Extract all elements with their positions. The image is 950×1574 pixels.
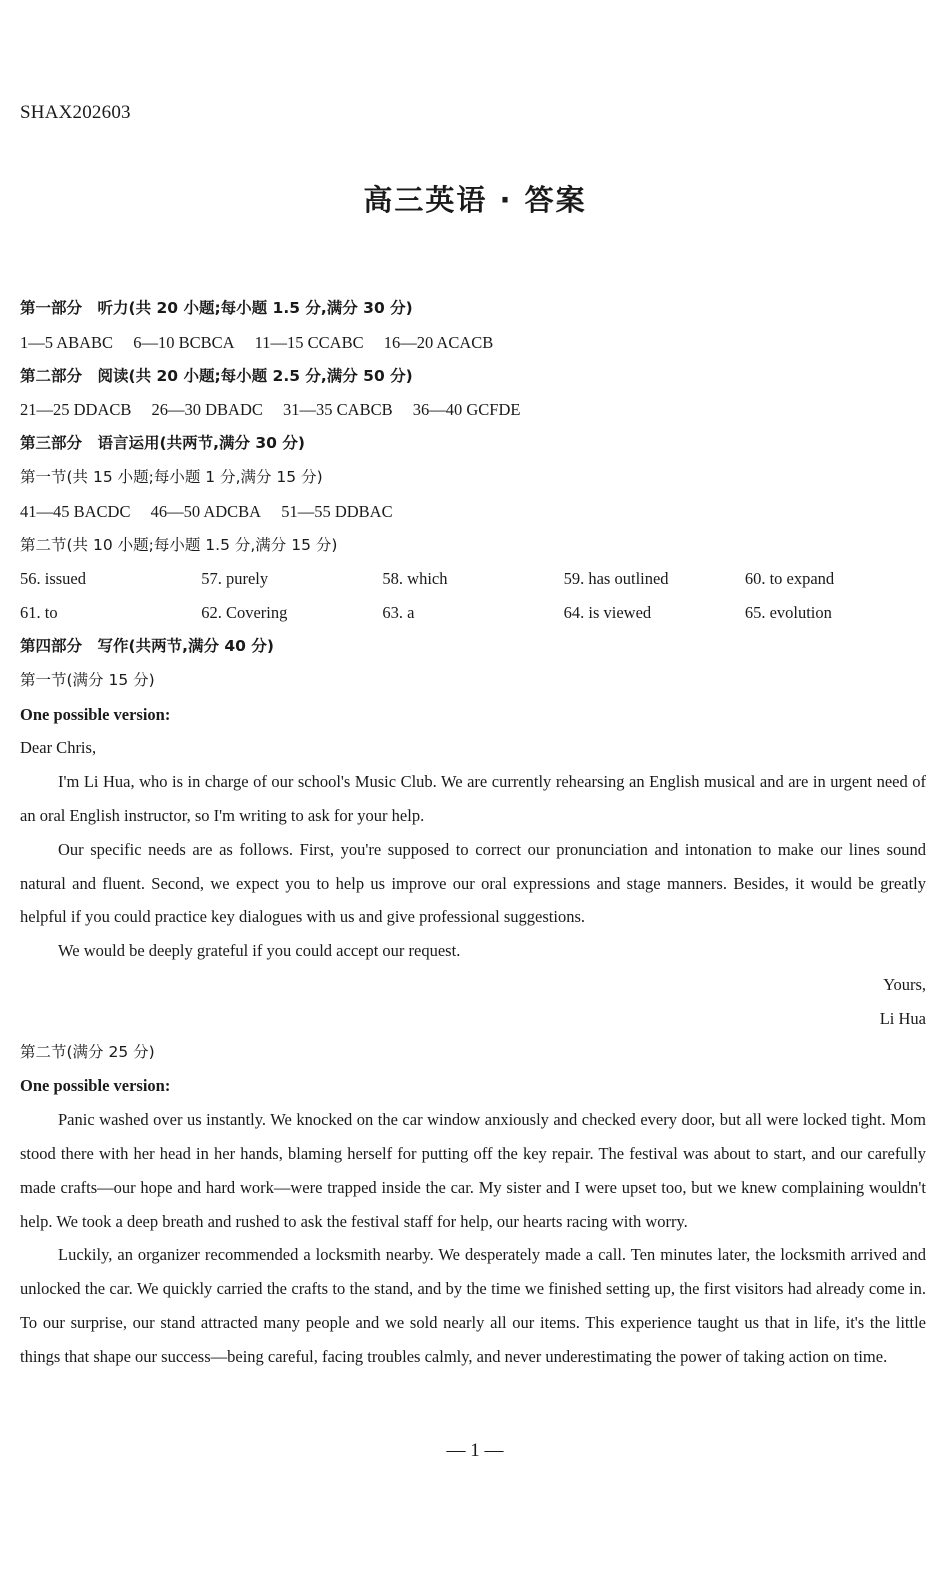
fill-answer: 60. to expand — [744, 569, 835, 589]
part2-heading: 第二部分 阅读(共 20 小题;每小题 2.5 分,满分 50 分) — [20, 366, 413, 385]
story-paragraph-1: Panic washed over us instantly. We knocked on the car window anxiously and checked every door, but all were locked tight. Mom stood there with her head in her hands, blaming herself for putting off the key repair. The festival was about to start, and our carefully made crafts—our hope and hard work—were trapped inside the car. My sister and I were upset too, but we knew complaining wouldn't help. We took a deep breath and rushed to ask the festival staff for help, our hearts racing with worry. — [20, 1110, 926, 1231]
part1-heading: 第一部分 听力(共 20 小题;每小题 1.5 分,满分 30 分) — [20, 299, 413, 317]
document-code: SHAX202603 — [20, 102, 131, 123]
letter-greeting: Dear Chris, — [20, 738, 97, 758]
fill-answer: 56. issued — [20, 569, 86, 589]
fill-answer: 58. which — [382, 569, 448, 589]
fill-answer: 65. evolution — [744, 603, 832, 623]
part1-answers — [20, 326, 926, 360]
fill-answer: 57. purely — [201, 569, 269, 589]
fill-answer: 64. is viewed — [563, 603, 652, 623]
answer-group: 46—50 ADCBA — [150, 501, 262, 521]
letter-paragraph-3: We would be deeply grateful if you could accept our request. — [58, 941, 461, 961]
part3-section2-heading: 第二节(共 10 小题;每小题 1.5 分,满分 15 分) — [20, 535, 338, 554]
letter-closing: Yours, — [883, 974, 926, 994]
answer-group: 31—35 CABCB — [283, 400, 393, 420]
fill-answer: 63. a — [382, 603, 415, 623]
part3-section1-answers — [20, 495, 926, 529]
story-paragraph-2: Luckily, an organizer recommended a locksmith nearby. We desperately made a call. Ten minutes later, the locksmith arrived and unlocked the car. We quickly carried the crafts to the stand, and by the time we finished setting up, the first visitors had already come in. To our surprise, our stand attracted many people and we sold nearly all our items. This experience taught us that in life, it's the little things that shape our success—being careful, facing troubles calmly, and never underestimating the power of taking action on time. — [20, 1245, 926, 1366]
part2-answers — [20, 393, 926, 427]
fill-answer: 62. Covering — [201, 603, 288, 623]
part4-section2-heading: 第二节(满分 25 分) — [20, 1042, 155, 1061]
answer-group: 51—55 DDBAC — [281, 501, 393, 521]
letter-paragraph-1: I'm Li Hua, who is in charge of our school's Music Club. We are currently rehearsing an English musical and are in urgent need of an oral English instructor, so I'm writing to ask for your help. — [20, 772, 926, 825]
part4-heading: 第四部分 写作(共两节,满分 40 分) — [20, 636, 274, 655]
answer-group: 6—10 BCBCA — [133, 332, 235, 352]
fill-answer: 61. to — [20, 603, 58, 623]
fill-answers-row-1 — [20, 562, 926, 596]
answer-group: 21—25 DDACB — [20, 400, 132, 420]
fill-answers-row-2 — [20, 596, 926, 630]
answer-group: 26—30 DBADC — [151, 400, 263, 420]
version-label: One possible version: — [20, 704, 171, 724]
answer-group: 36—40 GCFDE — [412, 400, 521, 420]
part3-heading: 第三部分 语言运用(共两节,满分 30 分) — [20, 434, 305, 453]
version-label-2: One possible version: — [20, 1076, 171, 1096]
answer-group: 11—15 CCABC — [254, 332, 364, 352]
part4-section1-heading: 第一节(满分 15 分) — [20, 670, 155, 689]
answer-group: 1—5 ABABC — [20, 332, 114, 352]
answer-content — [20, 292, 926, 1374]
part3-section1-heading: 第一节(共 15 小题;每小题 1 分,满分 15 分) — [20, 467, 323, 486]
page-title: 高三英语 · 答案 — [363, 183, 587, 217]
page-number: — 1 — — [446, 1440, 504, 1461]
answer-group: 41—45 BACDC — [20, 501, 131, 521]
answer-group: 16—20 ACACB — [383, 332, 494, 352]
fill-answer: 59. has outlined — [563, 569, 669, 589]
letter-signature: Li Hua — [879, 1008, 926, 1028]
letter-paragraph-2: Our specific needs are as follows. First, you're supposed to correct our pronunciation and intonation to make our lines sound natural and fluent. Second, we expect you to help us improve our oral expressions and stage manners. Besides, it would be greatly helpful if you could practice key dialogues with us and give professional suggestions. — [20, 839, 926, 927]
